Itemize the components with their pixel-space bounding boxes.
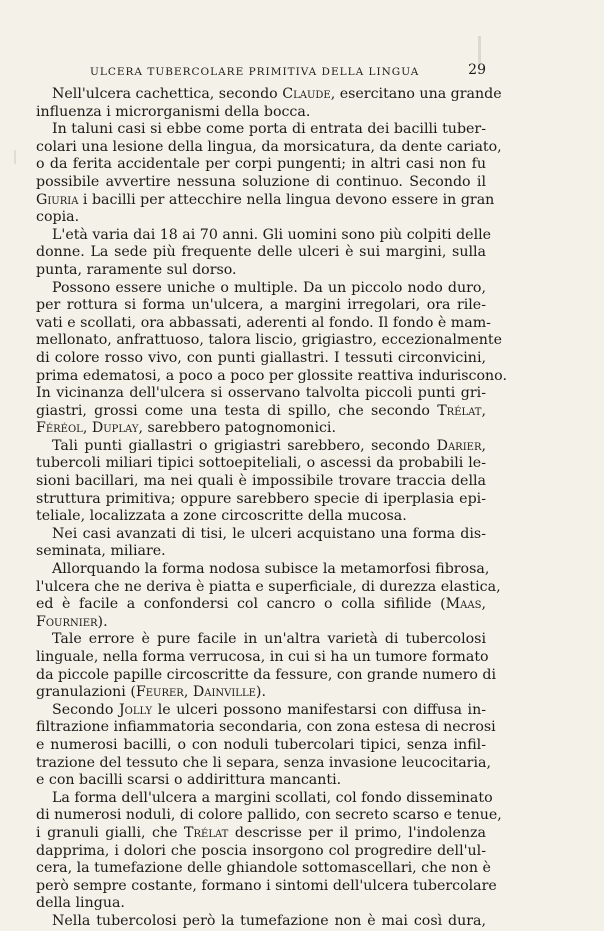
text-run: di numerosi noduli, di colore pallido, con secreto scarso e tenue, xyxy=(36,807,502,824)
text-line xyxy=(36,895,486,913)
text-line xyxy=(36,737,486,755)
text-line xyxy=(36,649,489,667)
text-run: sioni bacillari, ma nei quali è impossibile trovare traccia della xyxy=(36,473,486,490)
text-run: di colore rosso vivo, con punti giallastri. I tessuti circonvicini, xyxy=(36,349,486,366)
text-line xyxy=(36,491,486,509)
text-run: possibile avvertire nessuna soluzione di continuo. Secondo il xyxy=(36,173,486,190)
text-line xyxy=(36,684,486,702)
author-name: Fournier xyxy=(36,613,98,630)
text-run: Tale errore è pure facile in un'altra varietà di tubercolosi xyxy=(52,631,486,648)
text-run: dapprima, i dolori che poscia insorgono col progredire dell'ul- xyxy=(36,842,486,859)
text-line xyxy=(36,526,486,544)
page-edge-mark xyxy=(14,150,16,164)
text-line xyxy=(36,843,486,861)
text-run: colari una lesione della lingua, da morsicatura, da dente cariato, xyxy=(36,138,502,155)
text-run: Secondo xyxy=(52,701,119,718)
text-run: copia. xyxy=(36,209,80,226)
text-run: della lingua. xyxy=(36,895,125,912)
text-line xyxy=(36,754,491,773)
author-name: Trélat xyxy=(437,402,482,419)
text-line xyxy=(36,596,486,614)
text-line xyxy=(36,226,492,245)
text-run: , xyxy=(183,684,193,701)
body-text xyxy=(36,86,507,931)
text-run: i granuli gialli, che xyxy=(36,824,185,841)
text-run: ). xyxy=(255,684,266,701)
text-line xyxy=(36,702,486,720)
text-run: tubercoli miliari tipici sottoepiteliali, o ascessi da probabili le- xyxy=(36,455,486,472)
text-run: , esercitano una grande xyxy=(330,86,502,102)
text-run: , xyxy=(481,402,486,419)
text-line xyxy=(36,174,486,192)
text-run: granulazioni ( xyxy=(36,684,136,701)
text-line xyxy=(36,209,486,227)
text-line xyxy=(36,86,502,104)
text-line xyxy=(36,367,507,386)
text-run: Nella tubercolosi però la tumefazione non è mai così dura, xyxy=(52,912,486,929)
text-run: In taluni casi si ebbe come porta di entrata dei bacilli tuber- xyxy=(52,121,486,138)
text-run: descrisse per il primo, l'indolenza xyxy=(228,824,486,841)
running-title: ULCERA TUBERCOLARE PRIMITIVA DELLA LINGUA xyxy=(90,66,420,78)
author-name: Darier xyxy=(436,437,482,454)
text-line xyxy=(36,385,486,403)
text-run: punta, raramente sul dorso. xyxy=(36,261,237,278)
text-run: cera, la tumefazione delle ghiandole sottomascellari, che non è xyxy=(36,860,491,877)
text-line xyxy=(36,719,496,737)
text-line xyxy=(36,191,495,210)
author-name: Dainville xyxy=(192,684,256,701)
author-name: Claude xyxy=(282,86,331,102)
page-edge-mark xyxy=(478,36,481,64)
text-run: ). xyxy=(97,613,108,630)
text-line xyxy=(36,455,486,473)
text-run: ed è facile a confondersi col cancro o colla sifilide ( xyxy=(36,596,446,613)
text-run: , xyxy=(481,437,486,454)
text-line xyxy=(36,403,486,421)
text-run: L'età varia dai 18 ai 70 anni. Gli uomini sono più colpiti delle xyxy=(52,226,492,243)
text-line xyxy=(36,508,486,526)
text-line xyxy=(36,913,486,931)
text-line xyxy=(36,578,501,597)
text-line xyxy=(36,561,490,579)
text-line xyxy=(36,543,486,561)
text-line xyxy=(36,807,502,825)
text-line xyxy=(36,825,486,843)
text-line xyxy=(36,789,493,808)
author-name: Maas xyxy=(445,596,482,613)
text-line xyxy=(36,121,486,139)
text-line xyxy=(36,244,486,262)
text-line xyxy=(36,438,486,456)
text-run: trazione del tessuto che li separa, senza invasione leucocitaria, xyxy=(36,754,491,771)
text-line xyxy=(36,138,502,157)
text-run: Nei casi avanzati di tisi, le ulceri acquistano una forma dis- xyxy=(52,525,486,542)
text-run: donne. La sede più frequente delle ulceri è sui margini, sulla xyxy=(36,244,486,261)
text-run: Tali punti giallastri o grigiastri sarebbero, secondo xyxy=(52,437,437,454)
text-run: e numerosi bacilli, o con noduli tubercolari tipici, senza infil- xyxy=(36,736,486,753)
text-line xyxy=(36,104,486,122)
text-run: In vicinanza dell'ulcera si osservano talvolta piccoli punti gri- xyxy=(36,385,486,402)
author-name: Féréol xyxy=(36,420,83,437)
text-line xyxy=(36,262,486,280)
text-run: Possono essere uniche o multiple. Da un piccolo nodo duro, xyxy=(52,279,486,296)
text-run: o da ferita accidentale per corpi pungenti; in altri casi non fu xyxy=(36,156,486,173)
author-name: Feurer xyxy=(135,684,184,701)
author-name: Jolly xyxy=(118,701,153,718)
text-line xyxy=(36,297,486,315)
text-run: teliale, localizzata a zone circoscritte della mucosa. xyxy=(36,508,407,525)
page-number: 29 xyxy=(468,62,486,78)
text-line xyxy=(36,350,486,368)
text-run: influenza i microrganismi della bocca. xyxy=(36,103,311,120)
text-run: linguale, nella forma verrucosa, in cui si ha un tumore formato xyxy=(36,649,489,665)
text-run: prima edematosi, a poco a poco per glossite reattiva induriscono. xyxy=(36,367,507,384)
text-run: Allorquando la forma nodosa subisce la metamorfosi fibrosa, xyxy=(52,561,490,578)
text-line xyxy=(36,877,497,896)
text-line xyxy=(36,772,486,790)
text-run: struttura primitiva; oppure sarebbero specie di iperplasia epi- xyxy=(36,490,486,507)
text-run: Nell'ulcera cachettica, secondo xyxy=(52,86,283,102)
text-line xyxy=(36,860,491,878)
author-name: Duplay xyxy=(91,420,139,437)
text-line xyxy=(36,614,486,632)
text-run: però sempre costante, formano i sintomi dell'ulcera tubercolare xyxy=(36,877,497,894)
text-run: le ulceri possono manifestarsi con diffusa in- xyxy=(152,701,486,718)
text-line xyxy=(36,314,491,333)
text-run: La forma dell'ulcera a margini scollati, col fondo disseminato xyxy=(52,789,493,806)
text-run: mellonato, anfrattuoso, talora liscio, grigiastro, eccezionalmente xyxy=(36,332,502,349)
text-line xyxy=(36,631,486,649)
text-run: filtrazione infiammatoria secondaria, con zona estesa di necrosi xyxy=(36,719,496,736)
text-line xyxy=(36,332,502,350)
text-run: l'ulcera che ne deriva è piatta e superficiale, di durezza elastica, xyxy=(36,578,501,595)
text-run: vati e scollati, ora abbassati, aderenti al fondo. Il fondo è mam- xyxy=(36,314,491,331)
text-line xyxy=(36,420,486,438)
text-run: , xyxy=(82,420,92,437)
text-line xyxy=(36,156,486,174)
text-run: e con bacilli scarsi o addirittura mancanti. xyxy=(36,772,342,789)
text-line xyxy=(36,280,486,298)
text-run: i bacilli per attecchire nella lingua devono essere in gran xyxy=(78,191,495,208)
text-line xyxy=(36,473,486,491)
text-run: per rottura si forma un'ulcera, a margini irregolari, ora rile- xyxy=(36,297,486,314)
text-run: da piccole papille circoscritte da fessure, con grande numero di xyxy=(36,666,497,683)
text-run: seminata, miliare. xyxy=(36,543,166,560)
text-line xyxy=(36,666,497,685)
author-name: Giuria xyxy=(36,191,79,208)
text-run: giastri, grossi come una testa di spillo, che secondo xyxy=(36,402,438,419)
author-name: Trélat xyxy=(184,824,229,841)
running-head xyxy=(36,62,486,80)
text-run: , xyxy=(481,596,486,613)
text-run: , sarebbero patognomonici. xyxy=(138,420,336,437)
